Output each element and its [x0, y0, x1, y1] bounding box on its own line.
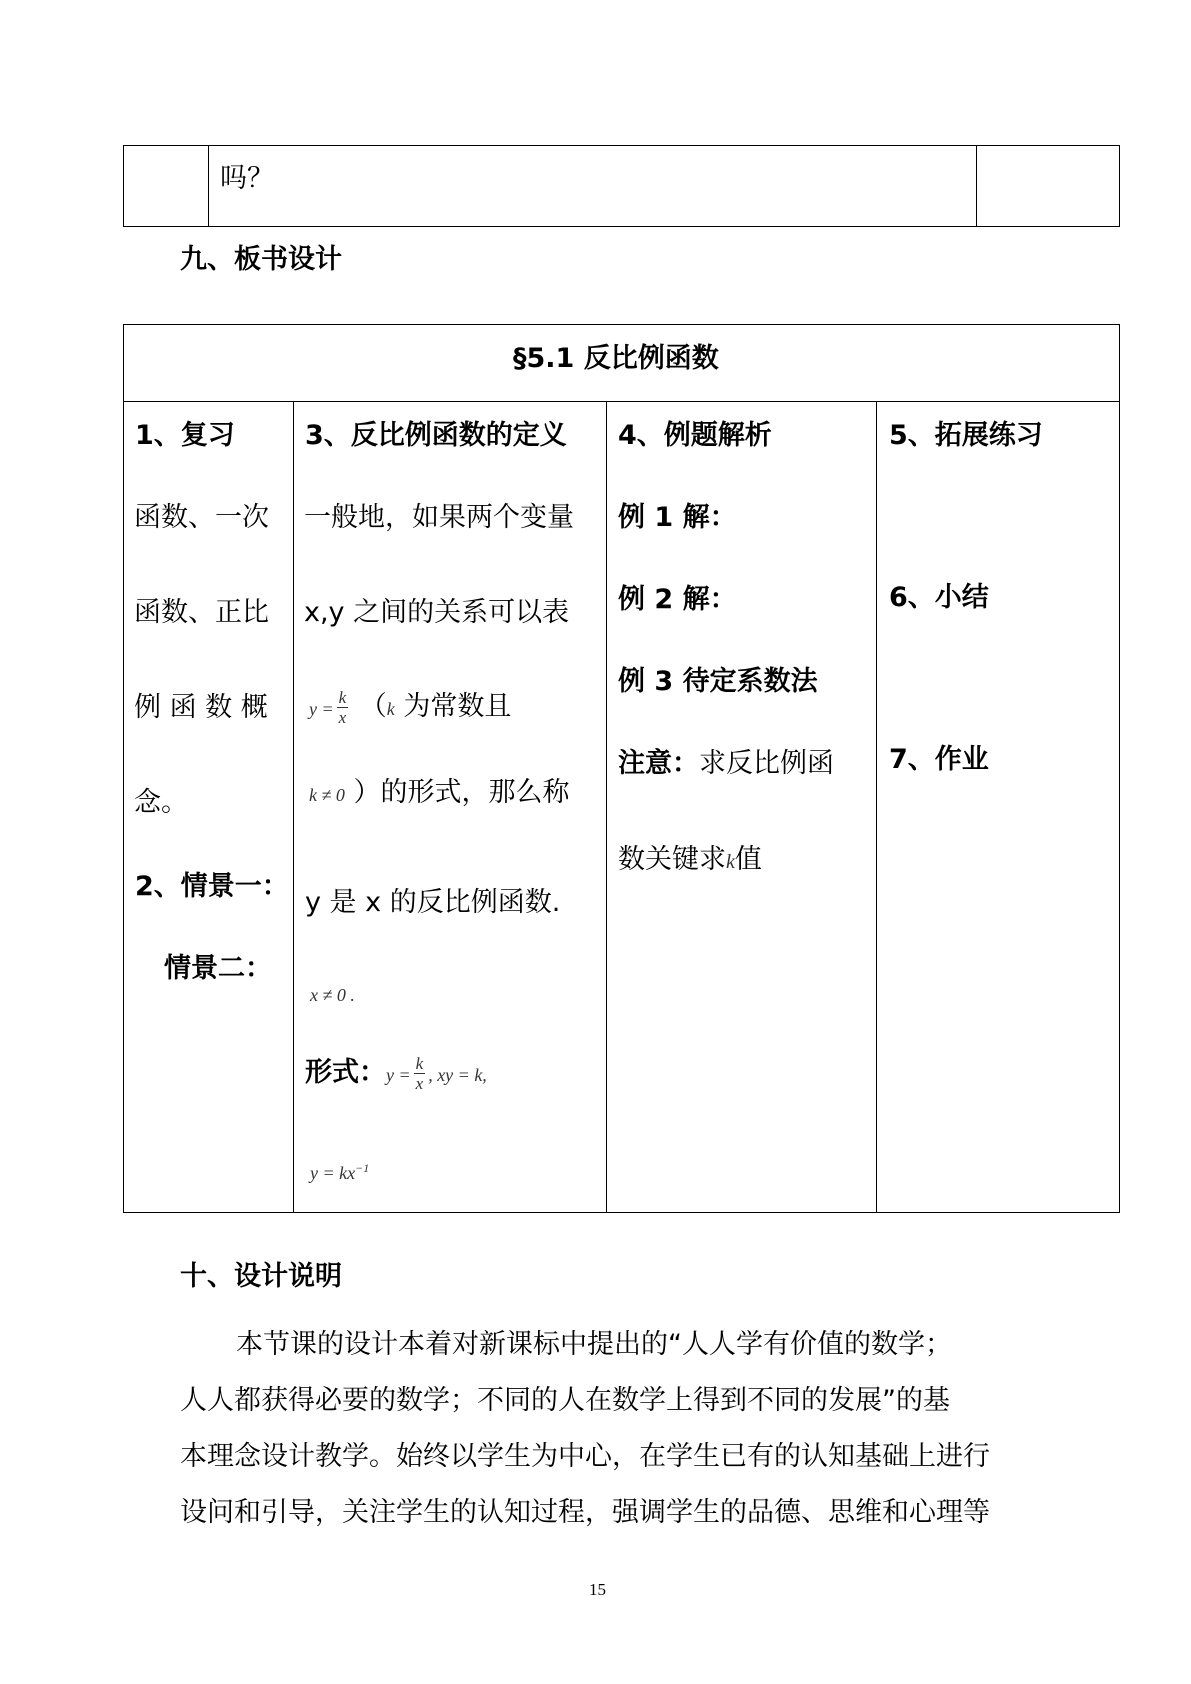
formula-k: k [386, 699, 395, 719]
note-label: 注意： [618, 748, 699, 779]
paragraph-line-4: 设问和引导，关注学生的认知过程，强调学生的品德、思维和心理等 [180, 1497, 990, 1528]
review-heading: 1、复习 [135, 420, 235, 451]
scene-2-label: 情景二： [164, 953, 272, 984]
fraction-denominator: x [338, 708, 347, 727]
definition-line-2: x,y 之间的关系可以表 [304, 597, 570, 628]
k-not-zero: k ≠ 0 [309, 785, 345, 805]
form-fraction-numerator: k [415, 1054, 424, 1073]
note-line [618, 747, 834, 781]
board-title: §5.1 反比例函数 [513, 343, 719, 374]
scene-1-label: 2、情景一： [135, 871, 289, 902]
review-line-2: 函数、正比 [134, 597, 269, 628]
examples-heading: 4、例题解析 [618, 420, 772, 451]
example-3: 例 3 待定系数法 [618, 666, 818, 697]
note-k: k [726, 851, 735, 873]
definition-heading: 3、反比例函数的定义 [305, 420, 567, 451]
definition-condition-line [309, 776, 569, 812]
page-number: 15 [589, 1580, 606, 1599]
form-eq3-base: y = kx [310, 1163, 356, 1183]
homework-heading: 7、作业 [889, 744, 989, 775]
fraction-numerator: k [338, 688, 347, 707]
definition-conclusion: y 是 x 的反比例函数. [305, 887, 561, 918]
formula-fraction [337, 688, 349, 727]
section-9-heading: 九、板书设计 [180, 244, 342, 275]
note-line-2 [618, 843, 762, 879]
form-eq3-exponent: −1 [355, 1161, 370, 1175]
paragraph-line-1: 本节课的设计本着对新课标中提出的“人人学有价值的数学； [236, 1329, 952, 1360]
example-1: 例 1 解： [618, 502, 737, 533]
example-2: 例 2 解： [618, 584, 737, 615]
note-line-2a: 数关键求 [618, 844, 726, 875]
review-line-1: 函数、一次 [134, 502, 269, 533]
form-eq2: , xy = k, [428, 1065, 487, 1085]
paragraph-line-3: 本理念设计教学。始终以学生为中心，在学生已有的认知基础上进行 [180, 1441, 990, 1472]
note-line-2b: 值 [734, 844, 762, 875]
paragraph-line-2: 人人都获得必要的数学；不同的人在数学上得到不同的发展”的基 [180, 1385, 950, 1416]
review-line-3: 例 函 数 概 [134, 692, 268, 723]
form-text: ）的形式，那么称 [353, 777, 570, 808]
section-10-heading: 十、设计说明 [180, 1261, 342, 1292]
constant-text: 为常数且 [403, 691, 512, 722]
formula-lhs: y = [309, 699, 334, 719]
form-eq1-lhs: y = [386, 1065, 411, 1085]
form-fraction [414, 1054, 426, 1093]
extension-heading: 5、拓展练习 [889, 420, 1043, 451]
note-text: 求反比例函 [699, 748, 834, 779]
top-table-cell-text: 吗？ [220, 163, 274, 194]
form-line [305, 1047, 487, 1101]
formula-paren-open: （ [359, 691, 387, 722]
form-label: 形式： [305, 1057, 386, 1088]
x-not-zero: x ≠ 0 . [310, 985, 355, 1005]
form-eq3 [310, 1155, 369, 1186]
definition-line-1: 一般地，如果两个变量 [304, 502, 574, 533]
review-line-4: 念。 [134, 787, 188, 818]
form-fraction-denominator: x [415, 1074, 424, 1093]
summary-heading: 6、小结 [889, 582, 989, 613]
definition-formula-line [309, 682, 511, 734]
